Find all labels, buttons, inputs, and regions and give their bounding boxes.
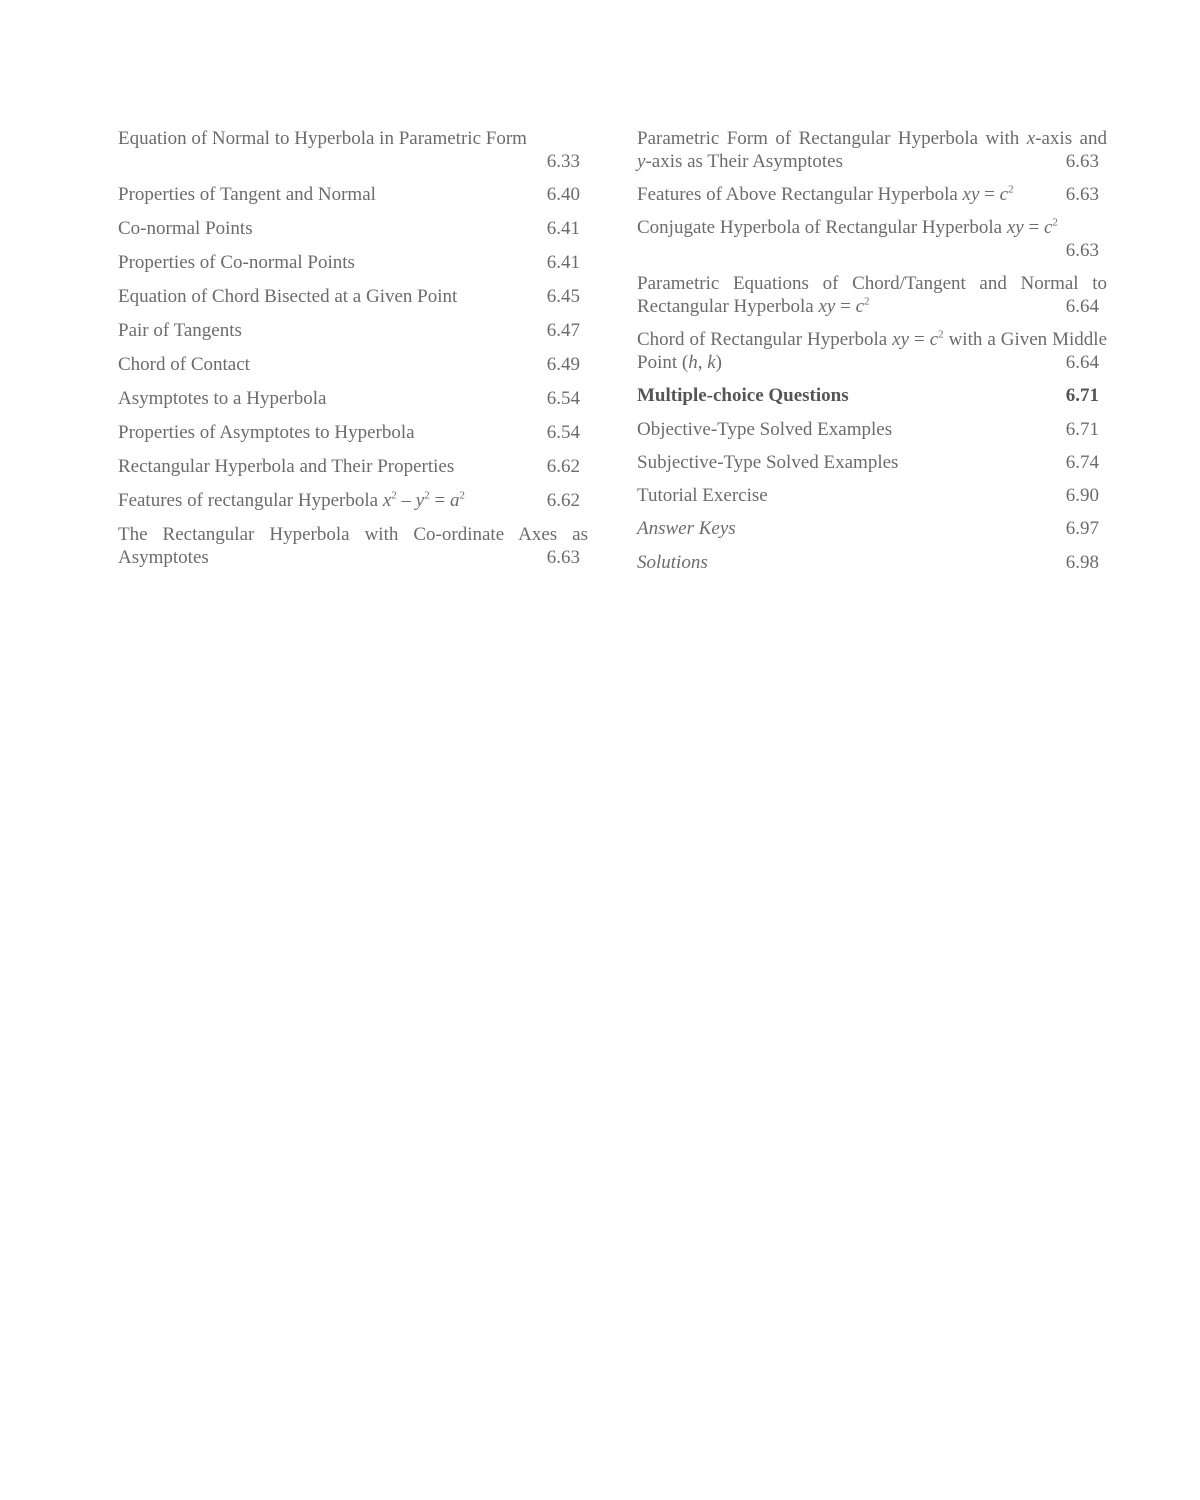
toc-entry-page: 6.64 <box>1065 352 1099 373</box>
toc-entry-title-text: Chord of Rectangular Hyperbola <box>637 329 893 350</box>
toc-entry-page: 6.63 <box>546 547 580 568</box>
toc-entry-title-text: Parametric Equations of Chord/Tangent and Normal to Rectangular Hyperbola <box>637 273 1107 317</box>
toc-entry-title-text: Conjugate Hyperbola of Rectangular Hyperbola <box>637 217 1007 238</box>
toc-entry-title: Objective-Type Solved Examples <box>637 419 893 440</box>
toc-entry-page: 6.90 <box>1065 485 1099 506</box>
toc-entry-title: Equation of Normal to Hyperbola in Parametric Form <box>118 128 527 149</box>
toc-entry-title: Answer Keys <box>637 518 736 539</box>
toc-entry[interactable] <box>118 251 588 274</box>
toc-entry[interactable] <box>637 328 1107 374</box>
toc-entry[interactable] <box>118 319 588 342</box>
toc-entry-page: 6.54 <box>546 388 580 409</box>
toc-entry[interactable] <box>637 216 1107 262</box>
toc-entry[interactable] <box>118 523 588 569</box>
toc-entry-page: 6.47 <box>546 320 580 341</box>
toc-entry[interactable] <box>118 183 588 206</box>
toc-entry[interactable] <box>118 387 588 410</box>
toc-entry-title-text: Features of rectangular Hyperbola <box>118 490 383 511</box>
toc-entry-title: Properties of Tangent and Normal <box>118 184 376 205</box>
toc-entry-title: Pair of Tangents <box>118 320 242 341</box>
toc-entry-title: Asymptotes to a Hyperbola <box>118 388 327 409</box>
toc-entry-page: 6.63 <box>1065 151 1099 172</box>
toc-entry-title: Chord of Rectangular Hyperbola xy = $c^2$ with a Given Middle Point (h, k) <box>637 328 1108 373</box>
toc-entry-title: Parametric Equations of Chord/Tangent and Normal to Rectangular Hyperbola xy = $c^2$ <box>637 273 1107 317</box>
toc-entry-page: 6.45 <box>546 286 580 307</box>
toc-entry-page: 6.54 <box>546 422 580 443</box>
toc-entry[interactable] <box>637 517 1107 540</box>
toc-entry[interactable] <box>637 127 1107 173</box>
toc-entry-page: 6.64 <box>1065 296 1099 317</box>
toc-entry-title: Rectangular Hyperbola and Their Properties <box>118 456 455 477</box>
toc-entry[interactable] <box>637 451 1107 474</box>
toc-entry[interactable] <box>637 418 1107 441</box>
toc-entry[interactable] <box>118 217 588 240</box>
toc-left-column <box>118 127 588 579</box>
toc-entry[interactable] <box>118 285 588 308</box>
toc-entry-title: Co-normal Points <box>118 218 253 239</box>
toc-entry-title: Equation of Chord Bisected at a Given Point <box>118 286 458 307</box>
toc-entry-title: Parametric Form of Rectangular Hyperbola with x-axis and y-axis as Their Asymptotes <box>637 128 1107 172</box>
toc-entry-title: Features of Above Rectangular Hyperbola xy = $c^2$ <box>637 183 1014 205</box>
toc-entry-page: 6.97 <box>1065 518 1099 539</box>
toc-entry-page: 6.40 <box>546 184 580 205</box>
toc-entry-title: Properties of Co-normal Points <box>118 252 355 273</box>
toc-entry[interactable] <box>118 489 588 512</box>
toc-entry-page: 6.41 <box>546 252 580 273</box>
toc-entry-page: 6.41 <box>546 218 580 239</box>
toc-right-column <box>637 127 1107 584</box>
toc-entry-page: 6.71 <box>1065 385 1099 406</box>
toc-entry-page: 6.62 <box>546 456 580 477</box>
toc-entry-title: Features of rectangular Hyperbola $x^2 - y^2 = a^2$ <box>118 489 465 511</box>
toc-entry-page: 6.74 <box>1065 452 1099 473</box>
toc-entry[interactable] <box>637 183 1107 206</box>
toc-entry-title: The Rectangular Hyperbola with Co-ordinate Axes as Asymptotes <box>118 524 588 568</box>
toc-entry-title: Multiple-choice Questions <box>637 385 849 406</box>
toc-entry-title: Properties of Asymptotes to Hyperbola <box>118 422 415 443</box>
toc-entry[interactable] <box>118 353 588 376</box>
toc-entry-page: 6.71 <box>1065 419 1099 440</box>
toc-entry-title: Chord of Contact <box>118 354 250 375</box>
toc-entry-title: Subjective-Type Solved Examples <box>637 452 899 473</box>
toc-entry-title: Solutions <box>637 552 708 573</box>
toc-entry[interactable] <box>637 384 1107 407</box>
toc-entry-page: 6.98 <box>1065 552 1099 573</box>
toc-entry-page: 6.63 <box>1065 184 1099 205</box>
toc-entry[interactable] <box>118 455 588 478</box>
toc-entry-title-text: Features of Above Rectangular Hyperbola <box>637 184 963 205</box>
toc-entry-page: 6.33 <box>546 151 580 172</box>
toc-entry[interactable] <box>118 127 588 173</box>
toc-entry[interactable] <box>637 551 1107 574</box>
toc-entry-page: 6.49 <box>546 354 580 375</box>
toc-entry-page: 6.62 <box>546 490 580 511</box>
toc-entry-title: Conjugate Hyperbola of Rectangular Hyperbola xy = $c^2$ <box>637 216 1058 238</box>
toc-entry-title-text: with a Given Middle Point ( <box>637 329 1108 373</box>
toc-entry[interactable] <box>637 484 1107 507</box>
toc-entry[interactable] <box>637 272 1107 318</box>
toc-entry-page: 6.63 <box>1065 240 1099 261</box>
toc-entry[interactable] <box>118 421 588 444</box>
toc-entry-title: Tutorial Exercise <box>637 485 768 506</box>
